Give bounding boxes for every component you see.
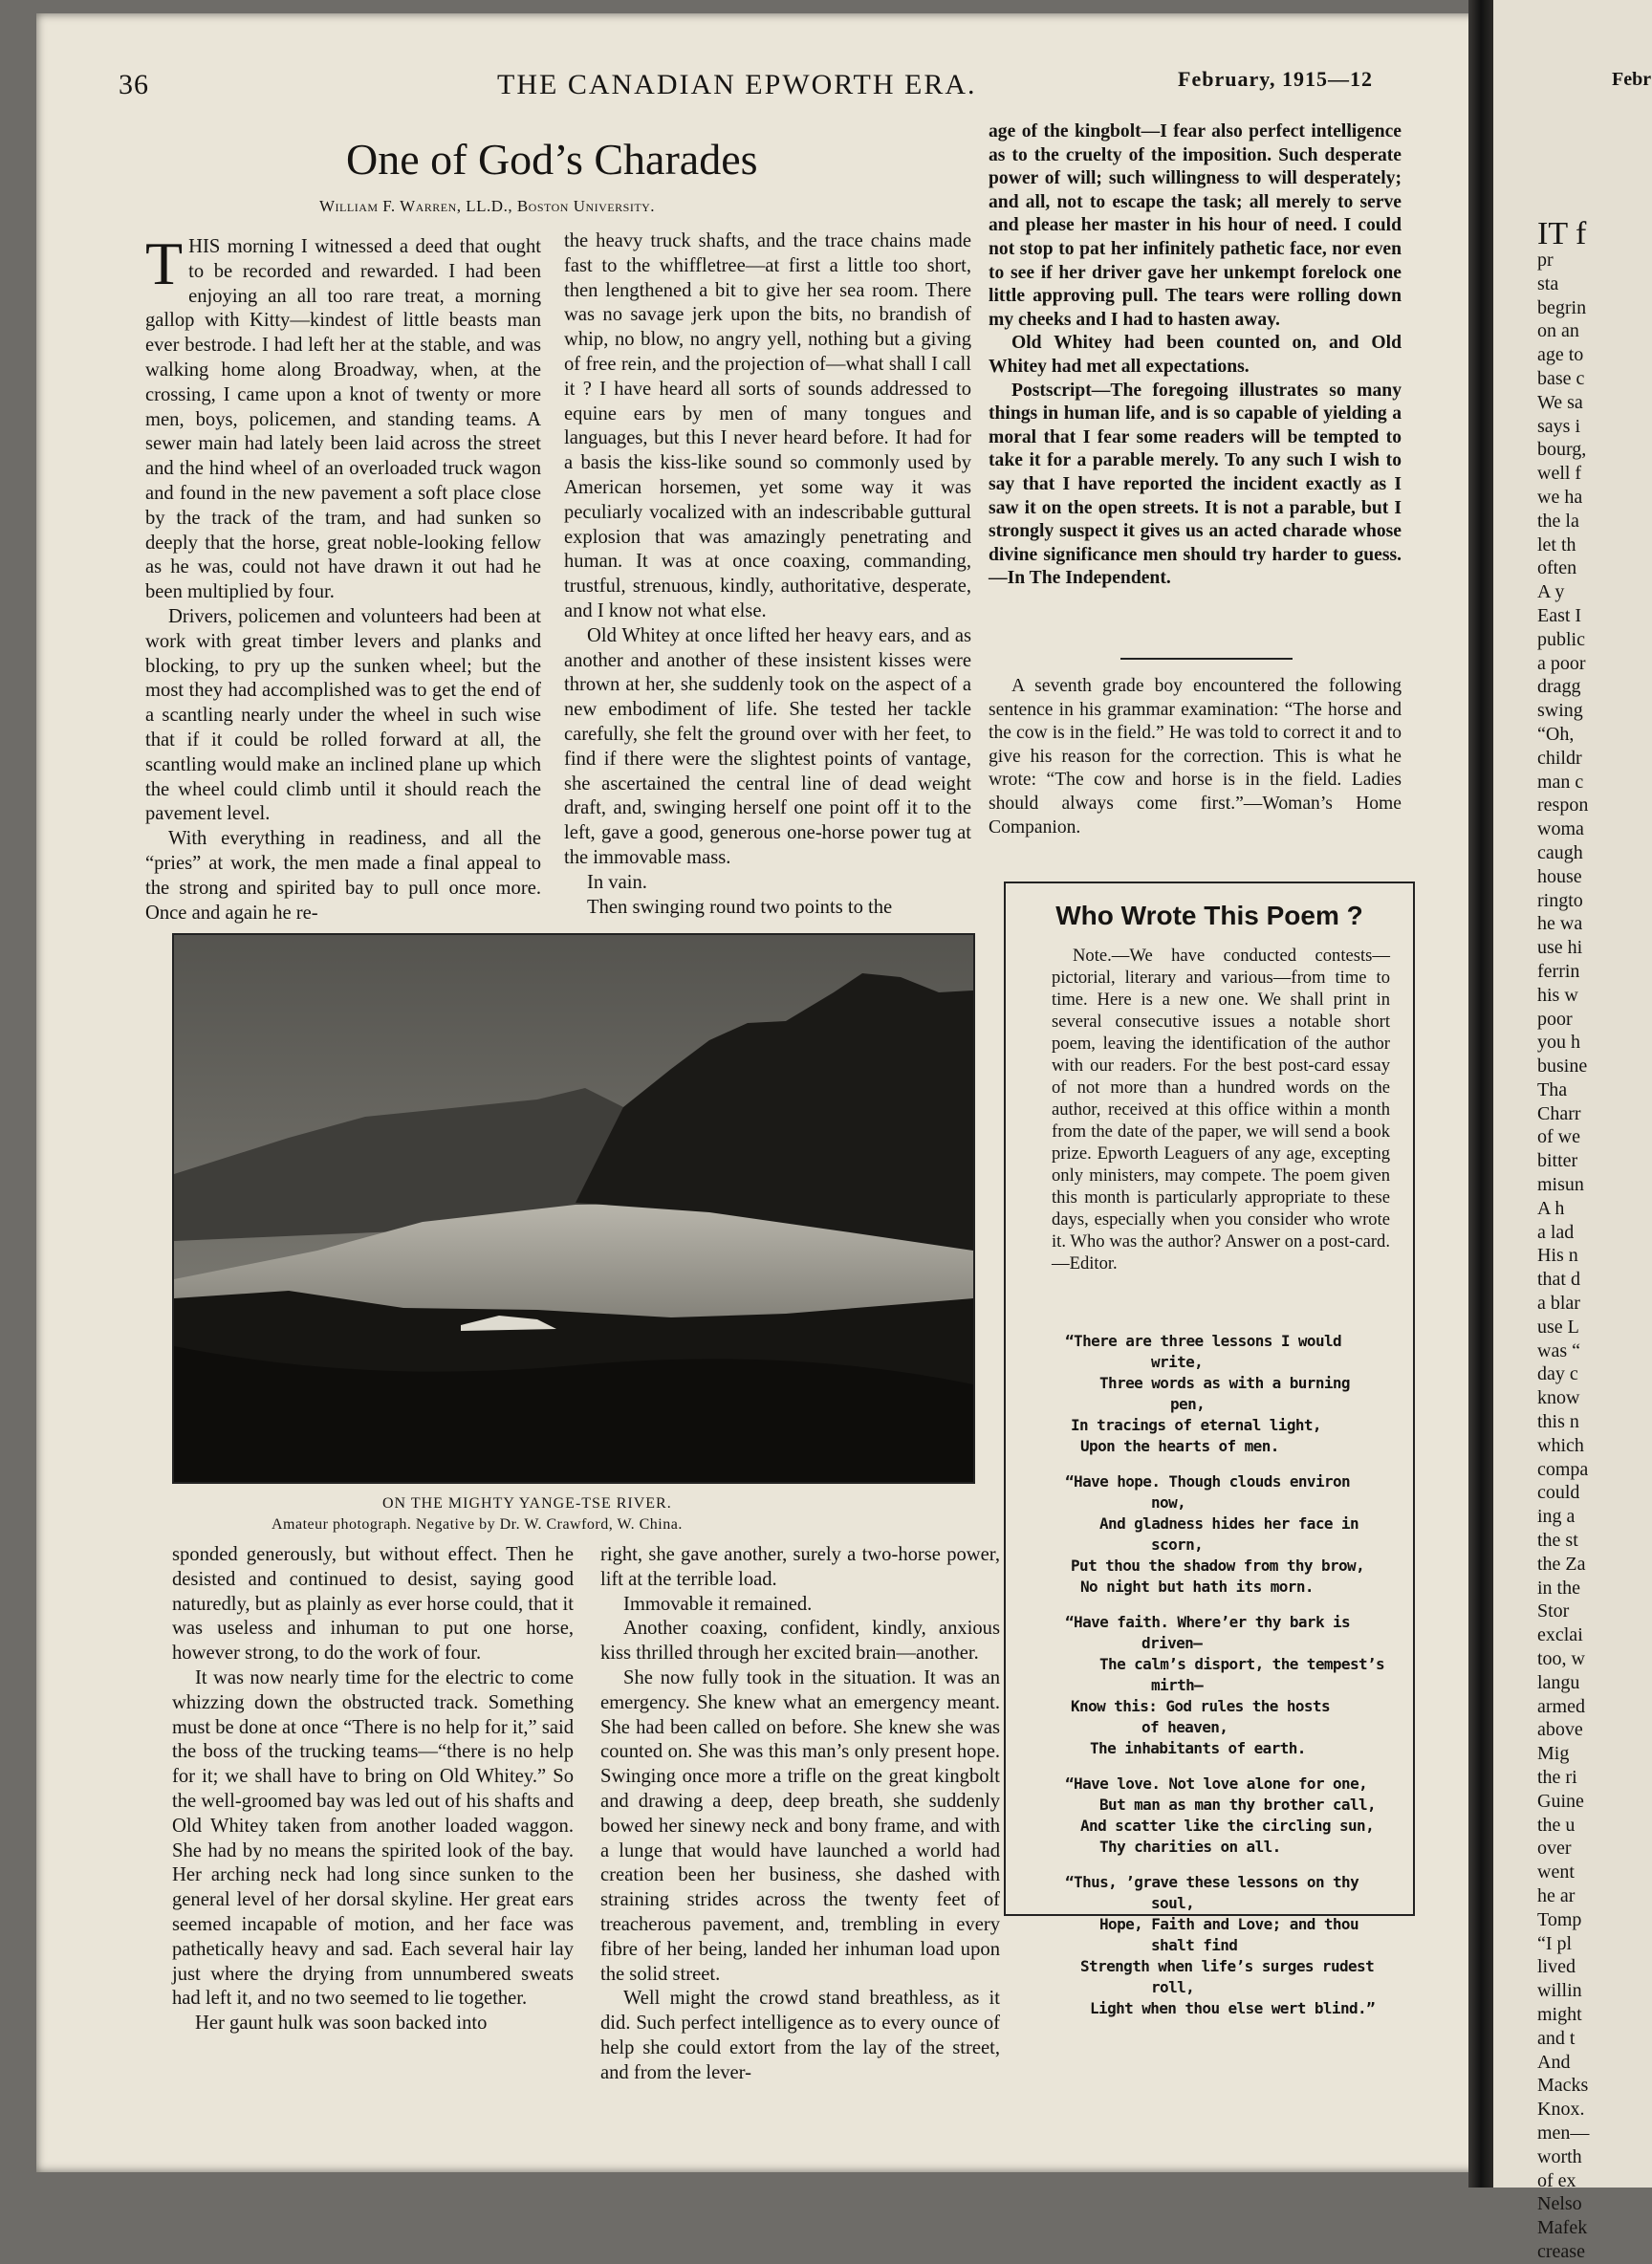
article-paragraph: Another coaxing, confident, kindly, anxious kiss thrilled through her excited brain—another. [600,1618,1000,1665]
facing-page-line: on an [1537,320,1579,342]
poem-line: driven— [1141,1634,1203,1652]
facing-page-line: base c [1537,367,1585,389]
article-paragraph: In vain. [587,871,647,893]
poem-stanza [1065,1774,1402,1858]
poem-line: scorn, [1151,1535,1204,1554]
facing-page-line: busine [1537,1056,1588,1078]
article-paragraph: Then swinging round two points to the [587,896,893,918]
poem-stanza [1065,1872,1402,2019]
facing-page-line: public [1537,628,1585,650]
article-paragraph: Drivers, policemen and volunteers had been at work with great timber levers and planks and blocking, to pry up the sunken wheel; but the most they had accomplished was to get the end of a scantling nearly under the wheel in such wise that if it could be rolled forward at all, the scantling would make an inclined plane up which the wheel could climb until it should reach the pavement level. [145,605,541,825]
poem-stanza [1065,1612,1402,1759]
facing-page-line: lived [1537,1956,1576,1978]
article-column-1 [145,229,541,925]
poem-contest-box [1004,882,1415,2017]
facing-page-line: woma [1537,818,1584,840]
contest-note-text: Note.—We have conducted contests—pictorial, literary and various—from time to time. Here is a new one. We shall print in several consecutive issues a notable short poem, leaving the identification of the author with our readers. For the best post-card essay of not more than a hundred words on the author, received at this office within a month from the date of the paper, we will send a book prize. Epworth Leaguers of any age, excepting only ministers, may compete. The poem given this month is particularly appropriate to these days, especially when you consider who wrote it. Who was the author? Answer on a post-card.—Editor. [1052,946,1390,1274]
grammar-anecdote [989,675,1402,839]
facing-page-line: the Za [1537,1553,1586,1575]
poem-line: Know this: God rules the hosts [1071,1697,1330,1715]
article-paragraph: Old Whitey had been counted on, and Old Whitey had met all expectations. [989,333,1402,377]
facing-page-line: which [1537,1434,1584,1456]
facing-page-line: Tomp [1537,1908,1582,1930]
river-photograph [172,933,975,1484]
facing-page-line: respon [1537,795,1589,816]
photo-caption: ON THE MIGHTY YANGE-TSE RIVER. [382,1495,672,1512]
facing-page-line: the u [1537,1814,1576,1836]
facing-page-line: know [1537,1387,1580,1409]
facing-page-line: bitter [1537,1150,1578,1172]
facing-page-line: in the [1537,1577,1580,1599]
poem-line: “Have hope. Though clouds environ [1065,1472,1351,1491]
facing-page-line: of we [1537,1126,1580,1148]
facing-page-line: Nelso [1537,2193,1582,2215]
facing-page-line: a poor [1537,652,1586,674]
poem-line: Three words as with a burning [1099,1374,1350,1392]
article-paragraph: Immovable it remained. [623,1593,813,1615]
facing-page-line: bourg, [1537,439,1587,461]
facing-page-line: the la [1537,510,1579,532]
river-landscape-image [174,935,973,1482]
poem-line: now, [1151,1493,1186,1512]
facing-page-line: poor [1537,1008,1573,1030]
facing-page-line: exclai [1537,1624,1583,1646]
facing-page-line: childr [1537,747,1582,769]
article-paragraph: Well might the crowd stand breathless, as it did. Such perfect intelligence as to every ounce of help she could extort from the lay of the street, and from the lever- [600,1988,1000,2083]
issue-date: February, 1915—12 [1178,67,1373,91]
facing-page-line: the ri [1537,1767,1577,1788]
facing-page-line: A h [1537,1197,1565,1219]
facing-page-line: went [1537,1861,1575,1883]
facing-page-line: was “ [1537,1339,1580,1361]
poem-line: “Have faith. Where’er thy bark is [1065,1613,1351,1631]
book-binding-gutter [1468,0,1493,2188]
facing-page-line: Macks [1537,2075,1589,2097]
facing-page-line: dragg [1537,676,1581,698]
poem-line: The inhabitants of earth. [1090,1739,1306,1757]
facing-page-line: you h [1537,1032,1580,1054]
article-paragraph: She now fully took in the situation. It was an emergency. She knew what an emergency meant. She had been called on before. She knew she was counted on. She was this man’s only present hope. Swinging once more a trifle on the great kingbolt and drawing a deep, deep breath, she suddenly bowed her sinewy neck and bony frame, and with a lunge that would have launched a world had creation been her business, she dashed with straining strides across the twenty feet of treacherous pavement, and, trembling in every fibre of her being, landed her inhuman load upon the solid street. [600,1666,1000,1985]
facing-page-line: over [1537,1838,1572,1860]
facing-page-line: of ex [1537,2169,1576,2191]
poem-stanza [1065,1331,1402,1457]
facing-page-line: men— [1537,2122,1590,2144]
poem-line: And gladness hides her face in [1099,1514,1359,1533]
facing-page-line: willin [1537,1980,1582,2002]
facing-page-line: langu [1537,1671,1580,1693]
facing-page-line: and t [1537,2027,1576,2049]
facing-page-line: man c [1537,771,1584,793]
facing-page-line: this n [1537,1411,1579,1433]
poem-stanza [1065,1471,1402,1598]
facing-page-line: pr [1537,250,1554,271]
facing-page-line: we ha [1537,486,1583,508]
poem [1065,1331,1402,2034]
article-column-2 [564,229,971,920]
facing-page-line: misun [1537,1174,1584,1196]
poem-box-title: Who Wrote This Poem ? [1055,901,1363,930]
photo-credit: Amateur photograph. Negative by Dr. W. Crawford, W. China. [272,1516,683,1533]
article-paragraph: age of the kingbolt—I fear also perfect intelligence as to the cruelty of the imposition. Such desperate power of will; such willingness to will desperately; and all, not to escape the task; all merely to serve and please her master in his hour of need. I could not stop to pat her infinitely pathetic face, nor even to see if her driver gave her unkempt forelock one little approving pull. The tears were rolling down my cheeks and I had to hasten away. [989,121,1402,330]
poem-line: Thy charities on all. [1099,1838,1281,1856]
section-divider [1120,658,1293,660]
poem-line: No night but hath its morn. [1080,1578,1314,1596]
poem-line: Strength when life’s surges rudest [1080,1957,1375,1975]
article-paragraph: Old Whitey at once lifted her heavy ears, and as another and another of these insistent kisses were thrown at her, she suddenly took on the aspect of a new embodiment of life. She tested her tackle carefully, she felt the ground over with her feet, to find if there were the slightest points of vantage, she ascertained the central line of dead weight draft, and, swinging herself one point off it to the left, gave a good, generous one-horse power tug at the immovable mass. [564,624,971,868]
article-paragraph: the heavy truck shafts, and the trace chains made fast to the whiffletree—at first a little too short, then lengthened a bit to give her sea room. There was no savage jerk upon the bits, no brandish of whip, no blow, no angry yell, nothing but a giving of free rein, and the projection of—what shall I call it ? I have heard all sorts of sounds addressed to equine ears by men of many tongues and languages, but this I never heard before. It had for a basis the kiss-like sound so commonly used by American horsemen, yet some way it was peculiarly vocalized with an indescribable guttural explosion that was amazingly penetrating and human. It was at once coaxing, commanding, trustful, strenuous, kindly, authoritative, desperate, and I know not what else. [564,230,971,621]
facing-page-line: compa [1537,1458,1589,1480]
poem-line: Light when thou else wert blind.” [1090,1999,1376,2017]
facing-page-line: ing a [1537,1506,1576,1528]
facing-page-line: might [1537,2003,1582,2025]
facing-page-line: worth [1537,2145,1582,2167]
poem-line: In tracings of eternal light, [1071,1416,1321,1434]
facing-page-line: Knox. [1537,2099,1585,2121]
facing-page-line: begrin [1537,296,1587,318]
facing-page-line: East I [1537,604,1582,626]
magazine-title: THE CANADIAN EPWORTH ERA. [497,69,977,100]
poem-line: roll, [1151,1978,1195,1996]
facing-page-line: Tha [1537,1078,1568,1100]
facing-page-line: he wa [1537,913,1583,935]
facing-page-line: often [1537,557,1577,579]
facing-page-line: Mig [1537,1743,1570,1765]
facing-page-line: Charr [1537,1102,1581,1124]
facing-page-line: a blar [1537,1293,1580,1315]
poem-line: write, [1151,1353,1204,1371]
facing-page-line: crease [1537,2240,1585,2262]
facing-page-line: day c [1537,1363,1578,1385]
article-paragraph: Her gaunt hulk was soon backed into [195,2013,488,2035]
facing-page-line: could [1537,1482,1580,1504]
facing-page-line: age to [1537,344,1584,366]
article-paragraph: THIS morning I witnessed a deed that ought to be recorded and rewarded. I had been enjoying an all too rare treat, a morning gallop with Kitty—kindest of little beasts man ever bestrode. I had left her at the stable, and was walking home along Broadway, when, at the crossing, I came upon a knot of twenty or more men, boys, policemen, and standing teams. A sewer main had lately been laid across the street and the hind wheel of an overloaded truck wagon and found in the new pavement a soft place close by the track of the tram, and had sunken so deeply that the horse, great noble-looking fellow as he was, could not have drawn it out had he been multiplied by four. [145,229,541,603]
facing-page-line: caugh [1537,841,1583,863]
facing-page-line: We sa [1537,391,1583,413]
article-paragraph: right, she gave another, surely a two-horse power, lift at the terrible load. [600,1544,1000,1590]
poem-line: mirth— [1151,1676,1204,1694]
poem-line: Hope, Faith and Love; and thou [1099,1915,1359,1933]
facing-page-line: says i [1537,415,1580,437]
poem-line: The calm’s disport, the tempest’s [1099,1655,1385,1673]
drop-cap: T [145,229,184,297]
poem-line: Put thou the shadow from thy brow, [1071,1556,1365,1575]
facing-page-line: use L [1537,1316,1579,1338]
poem-line: pen, [1170,1395,1206,1413]
article-column-1-continued [172,1543,574,2036]
contest-note [1052,945,1390,1274]
facing-page-line: IT f [1537,216,1587,251]
poem-line: “Thus, ’grave these lessons on thy [1065,1873,1359,1891]
article-byline: William F. Warren, LL.D., Boston University. [319,197,656,215]
facing-page-line: armed [1537,1695,1585,1717]
facing-page-line: Mafek [1537,2217,1588,2239]
facing-page-line: his w [1537,984,1578,1006]
facing-page-line: that d [1537,1269,1580,1291]
poem-line: soul, [1151,1894,1195,1912]
facing-page-line: Stor [1537,1600,1570,1622]
poem-line: shalt find [1151,1936,1238,1954]
facing-page-line: use hi [1537,937,1583,959]
page-number: 36 [119,69,149,100]
article-paragraph: With everything in readiness, and all the “pries” at work, the men made a final appeal to the strong and spirited bay to pull once more. Once and again he re- [145,828,541,924]
article-column-2-continued [600,1543,1000,2086]
poem-line: “Have love. Not love alone for one, [1065,1774,1368,1793]
facing-page-line: let th [1537,533,1576,555]
article-paragraph: It was now nearly time for the electric to come whizzing down the obstructed track. Something must be done at once “There is no help for it,” said the boss of the trucking teams—“there is no help for it; we shall have to bring on Old Whitey.” So the well-groomed bay was led out of his shafts and Old Whitey taken from another loaded waggon. She had by no means the spirited look of the bay. Her arching neck had long since sunken to the general level of her dorsal skyline. Her great ears seemed incapable of motion, and her face was pathetically heavy and sad. Each several hair lay just where the drying from unnumbered sweats had left it, and no two seemed to lie together. [172,1666,574,2010]
poem-line: Upon the hearts of men. [1080,1437,1279,1455]
article-paragraph: sponded generously, but without effect. Then he desisted and continued to desist, saying good naturedly, but as plainly as ever horse could, that it was useless and inhuman to put one horse, however strong, to do the work of four. [172,1544,574,1665]
facing-page-line: “I pl [1537,1932,1573,1954]
article-column-3 [989,120,1402,591]
poem-line: of heaven, [1141,1718,1228,1736]
facing-page-line: he ar [1537,1884,1576,1906]
facing-page-header: Febr [1612,69,1652,90]
article-title: One of God’s Charades [346,135,758,184]
facing-page-line: And [1537,2051,1571,2073]
facing-page-line: well f [1537,463,1582,485]
postscript-paragraph: Postscript—The foregoing illustrates so many things in human life, and is so capable of yielding a moral that I fear some readers will be tempted to take it for a parable merely. To any such I wish to say that I have reported the incident exactly as I saw it on the open streets. It is not a parable, but I strongly suspect it gives us an acted charade whose divine significance men should try harder to guess.—In The Independent. [989,380,1402,589]
facing-page-line: house [1537,865,1582,887]
facing-page-line: His n [1537,1245,1578,1267]
facing-page-line: the st [1537,1530,1578,1552]
poem-line: “There are three lessons I would [1065,1332,1342,1350]
facing-page-line: ringto [1537,889,1583,911]
facing-page-line: too, w [1537,1648,1585,1670]
poem-line: But man as man thy brother call, [1099,1796,1377,1814]
facing-page-line: sta [1537,272,1559,294]
facing-page-line: ferrin [1537,960,1580,982]
facing-page-line: a lad [1537,1221,1575,1243]
facing-page-line: swing [1537,700,1583,722]
facing-page-line: above [1537,1719,1583,1741]
facing-page-line: A y [1537,581,1565,603]
poem-line: And scatter like the circling sun, [1080,1817,1375,1835]
facing-page-line: “Oh, [1537,723,1575,745]
anecdote-paragraph: A seventh grade boy encountered the following sentence in his grammar examination: “The horse and the cow is in the field.” He was told to correct it and to give his reason for the correction. This is what he wrote: “The cow and horse is in the field. Ladies should always come first.”—Woman’s Home Companion. [989,676,1402,838]
facing-page-line: Guine [1537,1790,1584,1812]
facing-page-text [1537,216,1652,2264]
